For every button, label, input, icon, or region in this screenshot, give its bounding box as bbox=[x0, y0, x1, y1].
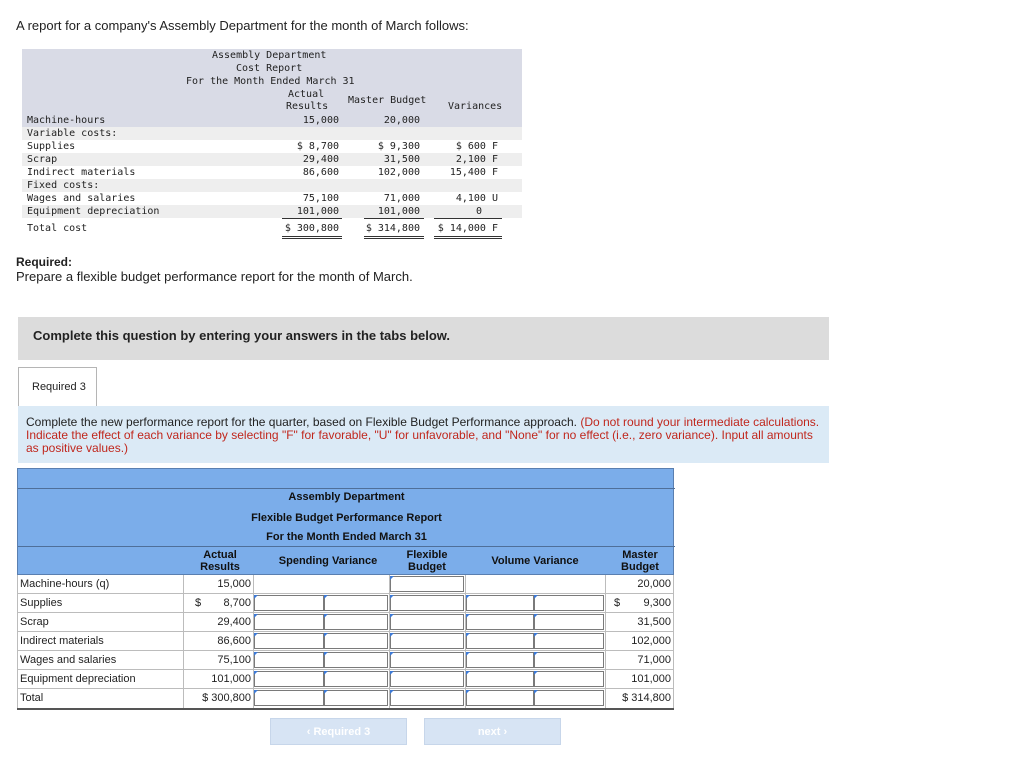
volume-variance-total-effect-select[interactable] bbox=[534, 690, 604, 706]
row-label: Wages and salaries bbox=[20, 654, 117, 666]
actual-value: 75,100 bbox=[217, 654, 251, 666]
flexible-budget-input[interactable] bbox=[390, 671, 464, 687]
actual-value: $ 300,800 bbox=[202, 692, 251, 704]
volume-variance-input[interactable] bbox=[466, 652, 534, 668]
master-value: 31,500 bbox=[637, 616, 671, 628]
table-row bbox=[17, 575, 674, 594]
performance-report-table bbox=[17, 468, 674, 710]
divider bbox=[282, 218, 342, 219]
actual-value: 8,700 bbox=[223, 597, 251, 609]
volume-variance-effect-select[interactable] bbox=[534, 671, 604, 687]
volume-variance-input[interactable] bbox=[466, 633, 534, 649]
divider bbox=[18, 488, 675, 489]
cr-row: Supplies $ 8,700 $ 9,300 $ 600 F bbox=[27, 141, 498, 152]
report-subtitle: Flexible Budget Performance Report bbox=[251, 512, 442, 524]
master-value: 9,300 bbox=[643, 597, 671, 609]
dollar-sign: $ bbox=[195, 597, 202, 609]
row-label: Machine-hours (q) bbox=[20, 578, 110, 590]
cr-row: Fixed costs: bbox=[22, 179, 522, 192]
actual-value: 15,000 bbox=[217, 578, 251, 590]
instructions-text: Complete the new performance report for the quarter, based on Flexible Budget Performance approach. bbox=[26, 415, 577, 429]
divider bbox=[282, 238, 342, 239]
table-row bbox=[17, 632, 674, 651]
divider bbox=[434, 218, 502, 219]
volume-variance-input[interactable] bbox=[466, 595, 534, 611]
report-header bbox=[17, 468, 674, 575]
flexible-budget-input[interactable] bbox=[390, 595, 464, 611]
spending-variance-input[interactable] bbox=[254, 614, 324, 630]
actual-value: 86,600 bbox=[217, 635, 251, 647]
required-text: Prepare a flexible budget performance report for the month of March. bbox=[16, 269, 413, 284]
divider bbox=[18, 546, 675, 547]
flexible-budget-input[interactable] bbox=[390, 614, 464, 630]
table-row bbox=[17, 594, 674, 613]
master-value: 71,000 bbox=[637, 654, 671, 666]
spending-variance-input[interactable] bbox=[254, 671, 324, 687]
volume-variance-total-input[interactable] bbox=[466, 690, 534, 706]
col-actual-line2: Results bbox=[286, 101, 329, 112]
table-row bbox=[17, 613, 674, 632]
row-label: Scrap bbox=[20, 616, 49, 628]
cr-row: Equipment depreciation 101,000 101,000 0 bbox=[22, 205, 522, 218]
divider bbox=[282, 236, 342, 237]
chevron-left-icon: ‹ bbox=[306, 726, 311, 738]
spending-variance-input[interactable] bbox=[254, 652, 324, 668]
spending-variance-input[interactable] bbox=[254, 595, 324, 611]
col-actual-line1: Actual bbox=[288, 89, 325, 100]
cr-row: Machine-hours 15,000 20,000 bbox=[27, 115, 420, 126]
required-heading: Required: bbox=[16, 255, 73, 269]
row-label: Equipment depreciation bbox=[20, 673, 136, 685]
table-row-total bbox=[17, 689, 674, 710]
spending-variance-effect-select[interactable] bbox=[324, 652, 388, 668]
next-button[interactable] bbox=[424, 718, 561, 745]
header-flexible-budget: Flexible Budget bbox=[406, 549, 448, 573]
header-master-budget: Master Budget bbox=[621, 549, 659, 573]
table-row bbox=[17, 651, 674, 670]
prev-button-label: Required 3 bbox=[313, 726, 371, 738]
cr-row: Wages and salaries 75,100 71,000 4,100 U bbox=[27, 193, 498, 204]
spending-variance-total-effect-select[interactable] bbox=[324, 690, 388, 706]
row-label: Total bbox=[20, 692, 44, 704]
chevron-right-icon: › bbox=[503, 726, 508, 738]
report-title: Assembly Department bbox=[288, 491, 405, 503]
cost-report-period: For the Month Ended March 31 bbox=[186, 76, 355, 87]
dollar-sign: $ bbox=[614, 597, 621, 609]
cr-row-total: Total cost $ 300,800 $ 314,800 $ 14,000 F bbox=[27, 223, 498, 234]
cost-report bbox=[22, 49, 522, 235]
master-value: $ 314,800 bbox=[622, 692, 671, 704]
complete-instructions-text: Complete this question by entering your answers in the tabs below. bbox=[33, 328, 451, 343]
col-variances: Variances bbox=[448, 101, 503, 112]
cr-row: Scrap 29,400 31,500 2,100 F bbox=[22, 153, 522, 166]
volume-variance-effect-select[interactable] bbox=[534, 652, 604, 668]
spending-variance-effect-select[interactable] bbox=[324, 633, 388, 649]
flexible-budget-hours-input[interactable] bbox=[390, 576, 464, 592]
volume-variance-input[interactable] bbox=[466, 614, 534, 630]
master-value: 102,000 bbox=[631, 635, 671, 647]
row-label: Indirect materials bbox=[20, 635, 104, 647]
divider bbox=[364, 238, 424, 239]
divider bbox=[364, 218, 424, 219]
tab-required-3[interactable] bbox=[18, 367, 97, 407]
volume-variance-effect-select[interactable] bbox=[534, 633, 604, 649]
flexible-budget-total-input[interactable] bbox=[390, 690, 464, 706]
tab-label: Required 3 bbox=[32, 381, 86, 393]
col-master-budget: Master Budget bbox=[348, 95, 427, 106]
table-row bbox=[17, 670, 674, 689]
instructions-note: (Do not round your intermediate calculations. Indicate the effect of each variance by selecting "F" for favorable, "U" for unfavorable, and "None" for no effect (i.e., zero variance). Input all amounts as positive values.) bbox=[26, 415, 820, 455]
intro-text: A report for a company's Assembly Department for the month of March follows: bbox=[16, 18, 469, 33]
next-button-label: next bbox=[477, 726, 501, 738]
report-period: For the Month Ended March 31 bbox=[266, 531, 427, 543]
spending-variance-effect-select[interactable] bbox=[324, 614, 388, 630]
cr-row: Indirect materials 86,600 102,000 15,400 F bbox=[27, 167, 498, 178]
header-volume-variance: Volume Variance bbox=[491, 555, 579, 567]
volume-variance-effect-select[interactable] bbox=[534, 595, 604, 611]
divider bbox=[364, 236, 424, 237]
divider bbox=[434, 236, 502, 237]
spending-variance-input[interactable] bbox=[254, 633, 324, 649]
master-value: 20,000 bbox=[637, 578, 671, 590]
spending-variance-total-input[interactable] bbox=[254, 690, 324, 706]
prev-button[interactable] bbox=[270, 718, 407, 745]
actual-value: 101,000 bbox=[211, 673, 251, 685]
flexible-budget-input[interactable] bbox=[390, 652, 464, 668]
volume-variance-input[interactable] bbox=[466, 671, 534, 687]
header-actual-results: Actual Results bbox=[200, 549, 240, 573]
row-label: Supplies bbox=[20, 597, 63, 609]
actual-value: 29,400 bbox=[217, 616, 251, 628]
complete-instructions-box bbox=[18, 317, 829, 360]
instructions-panel bbox=[18, 406, 829, 463]
cr-row: Variable costs: bbox=[22, 127, 522, 140]
master-value: 101,000 bbox=[631, 673, 671, 685]
flexible-budget-input[interactable] bbox=[390, 633, 464, 649]
cost-report-subtitle: Cost Report bbox=[236, 63, 303, 74]
divider bbox=[434, 238, 502, 239]
spending-variance-effect-select[interactable] bbox=[324, 595, 388, 611]
spending-variance-effect-select[interactable] bbox=[324, 671, 388, 687]
volume-variance-effect-select[interactable] bbox=[534, 614, 604, 630]
cost-report-title: Assembly Department bbox=[212, 50, 327, 61]
header-spending-variance: Spending Variance bbox=[278, 555, 378, 567]
